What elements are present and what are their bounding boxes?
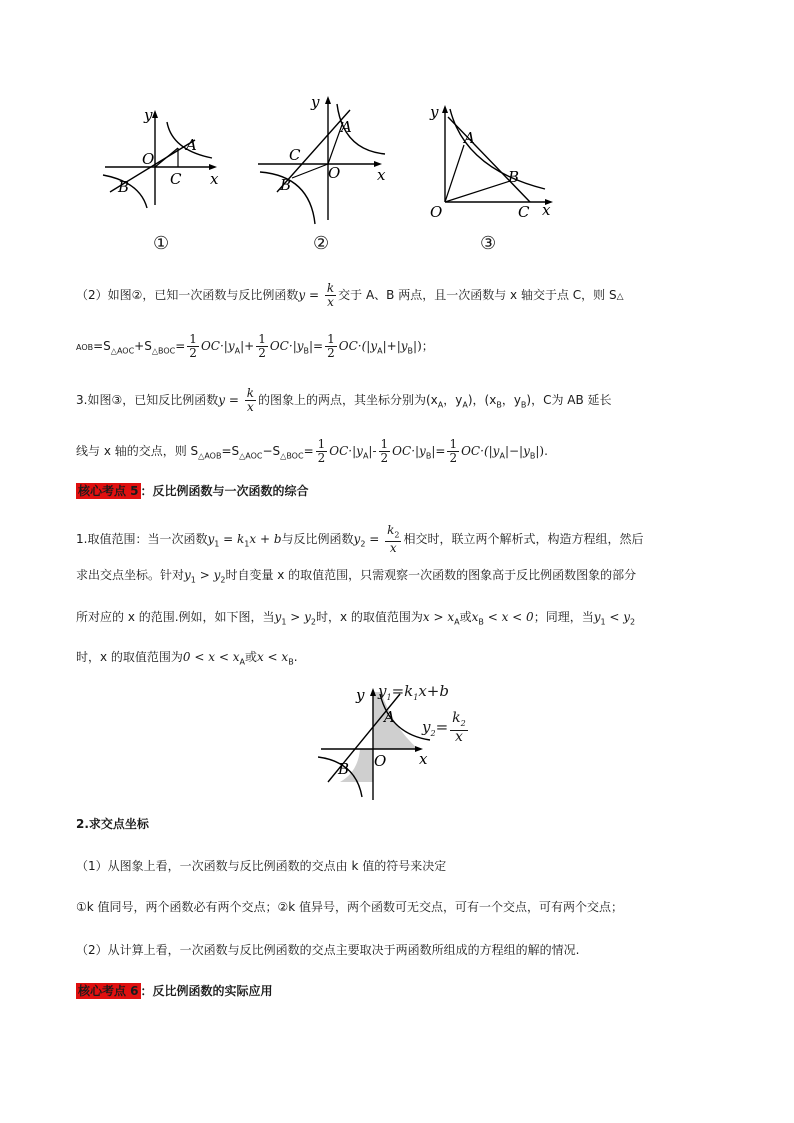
k-over-x-fraction: $\frac{k}{x}$	[326, 281, 335, 309]
fig3-x-label: x	[542, 201, 551, 219]
fig2-caption: ②	[313, 233, 330, 254]
section6-heading	[76, 981, 273, 1001]
figure-2	[255, 92, 395, 227]
fig3-c-label: C	[518, 203, 530, 221]
fig4-b-label: B	[338, 760, 350, 778]
fig3-y-label: y	[430, 103, 439, 121]
range-line4: 时，x 的取值范围为$0 < x < x_A$或$x < x_B$.	[76, 650, 298, 667]
fig3-caption: ③	[480, 233, 497, 254]
fig1-caption: ①	[153, 233, 170, 254]
range-line3: 所对应的 x 的范围.例如，如下图，当$y_1 > y_2$时，x 的取值范围为$x > x_A$或$x_B < x < 0$；同理，当$y_1 < y_2$	[76, 610, 636, 627]
para2-line2: $AOB=S_{\triangle AOC}+S_{\triangle BOC}=$ $\frac{1}{2}$ $OC\cdot|y_A|+$ $\frac{1}{2}$ $OC\cdot|y_B|=$ $\frac{1}{2}$ $OC\cdot(|y_A|+|y_B|)$；	[76, 332, 434, 360]
figure-3	[420, 97, 560, 227]
fig1-x-label: x	[210, 170, 219, 188]
fig4-o-label: O	[374, 752, 387, 770]
fig4-x-label: x	[419, 750, 428, 768]
fig2-o-label: O	[328, 164, 341, 182]
points-p3: （2）从计算上看，一次函数与反比例函数的交点主要取决于两函数所组成的方程组的解的情况.	[76, 943, 580, 957]
fig2-a-label: A	[341, 118, 352, 136]
section6-title: ：反比例函数的实际应用	[140, 984, 273, 998]
fig2-c-label: C	[289, 146, 301, 164]
fig1-y-label: y	[144, 106, 153, 124]
fig4-y1-equation: $y_1=k_1x+b$	[378, 682, 449, 702]
points-p1: （1）从图象上看，一次函数与反比例函数的交点由 k 值的符号来决定	[76, 859, 447, 873]
section5-heading	[76, 481, 309, 501]
fig4-y-label: y	[356, 686, 365, 704]
fig4-y2-equation: $y_2=$ $\frac{k_2}{x}$	[422, 710, 466, 745]
fig1-o-label: O	[142, 150, 155, 168]
fig2-b-label: B	[280, 176, 292, 194]
fig4-a-label: A	[384, 708, 395, 726]
section6-tag: 核心考点 6	[78, 984, 139, 998]
para3-line1: 3.如图③，已知反比例函数y = $\frac{k}{x}$ 的图象上的两点，其坐标分别为($x_A$，$y_A$)，($x_B$，$y_B$)，C为 AB 延长	[76, 386, 612, 414]
fig1-c-label: C	[170, 170, 182, 188]
fig2-y-label: y	[311, 93, 320, 111]
section5-tag: 核心考点 5	[78, 484, 139, 498]
para2-line1: （2）如图②，已知一次函数与反比例函数y = $\frac{k}{x}$ 交于 A、B 两点，且一次函数与 x 轴交于点 C，则 S△	[76, 281, 624, 309]
fig3-o-label: O	[430, 203, 443, 221]
fig1-a-label: A	[186, 136, 197, 154]
section5-title: ：反比例函数与一次函数的综合	[140, 484, 309, 498]
figure-1	[100, 100, 230, 220]
range-line2: 求出交点坐标。针对$y_1 > y_2$时自变量 x 的取值范围，只需观察一次函数的图象高于反比例函数图象的部分	[76, 568, 637, 585]
fig3-b-label: B	[508, 168, 520, 186]
fig1-b-label: B	[118, 178, 130, 196]
fig2-x-label: x	[377, 166, 386, 184]
points-p2: ①k 值同号，两个函数必有两个交点；②k 值异号，两个函数可无交点，可有一个交点，可有两个交点；	[76, 900, 624, 914]
points-heading: 2.求交点坐标	[76, 817, 149, 831]
range-line1: 1.取值范围：当一次函数$y_1 = k_1x + b$与反比例函数$y_2$ = $\frac{k_2}{x}$ 相交时，联立两个解析式，构造方程组，然后	[76, 523, 644, 556]
fig3-a-label: A	[464, 129, 475, 147]
para3-line2: 线与 x 轴的交点，则 $S_{\triangle AOB}=S_{\triangle AOC}-S_{\triangle BOC}=$ $\frac{1}{2}$ $OC\cdot|y_A|-$ $\frac{1}{2}$ $OC\cdot|y_B|=$ $\frac{1}{2}$ $OC\cdot(|y_A|-|y_B|)$.	[76, 437, 548, 465]
